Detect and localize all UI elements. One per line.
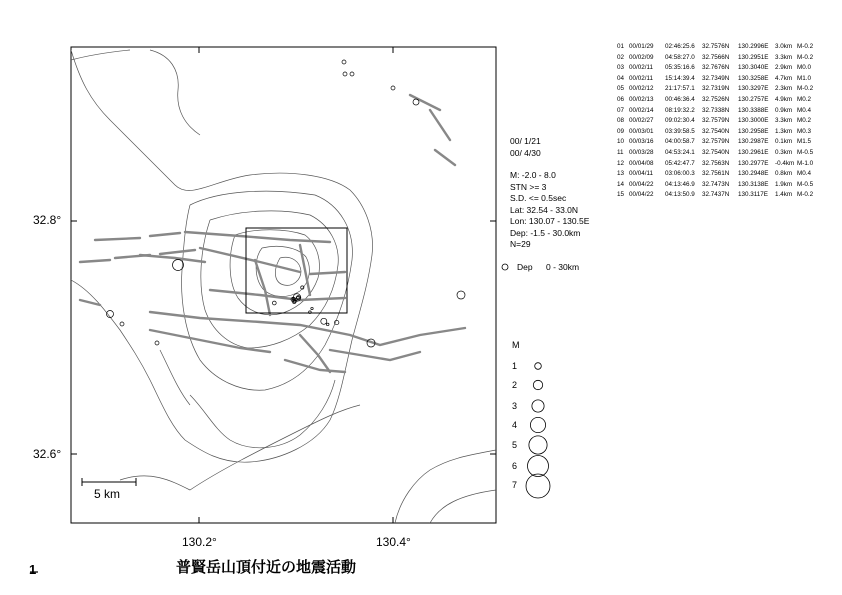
magnitude-legend-circle (535, 363, 542, 370)
earthquake-row (617, 190, 821, 201)
earthquake-lon: 130.2757E (738, 95, 769, 103)
earthquake-no: 02 (617, 53, 625, 61)
earthquake-row (617, 42, 821, 53)
earthquake-mag: M-0.2 (797, 85, 814, 93)
criteria-line: S.D. <= 0.5sec (510, 193, 567, 203)
earthquake-row (617, 180, 821, 191)
earthquake-lat: 32.7540N (702, 127, 730, 135)
earthquake-lat: 32.7473N (702, 180, 730, 188)
earthquake-lon: 130.3138E (738, 180, 769, 188)
criteria-block (510, 170, 589, 251)
earthquake-no: 03 (617, 64, 625, 72)
earthquake-row (617, 137, 821, 148)
earthquake-time: 04:53:24.1 (665, 148, 695, 156)
earthquake-date: 00/02/12 (629, 85, 654, 93)
earthquake-date: 00/02/11 (629, 64, 654, 72)
earthquake-time: 21:17:57.1 (665, 85, 695, 93)
earthquake-lon: 130.3297E (738, 85, 769, 93)
corner-mark: 1 (29, 562, 37, 577)
criteria-line: N=29 (510, 239, 531, 249)
earthquake-time: 04:13:46.9 (665, 180, 695, 188)
magnitude-legend-circle (530, 417, 545, 432)
depth-legend-label: Dep (517, 262, 533, 272)
earthquake-no: 05 (617, 85, 625, 93)
earthquake-time: 02:46:25.6 (665, 43, 695, 50)
earthquake-depth: 0.8km (775, 170, 793, 178)
earthquake-lon: 130.2987E (738, 138, 769, 146)
earthquake-lon: 130.2977E (738, 159, 769, 167)
earthquake-time: 04:00:58.7 (665, 138, 695, 146)
earthquake-row (617, 127, 821, 138)
earthquake-date: 00/02/14 (629, 106, 654, 114)
earthquake-lat: 32.7579N (702, 117, 730, 125)
earthquake-time: 15:14:39.4 (665, 74, 695, 82)
earthquake-time: 04:13:50.9 (665, 191, 695, 199)
earthquake-depth: 3.3km (775, 53, 793, 61)
earthquake-time: 08:19:32.2 (665, 106, 695, 114)
magnitude-label: 6 (512, 461, 518, 471)
earthquake-mag: M-0.2 (797, 53, 814, 61)
earthquake-lon: 130.2951E (738, 53, 769, 61)
earthquake-date: 00/04/08 (629, 159, 654, 167)
earthquake-depth: -0.4km (775, 159, 795, 167)
earthquake-row (617, 74, 821, 85)
depth-legend-range: 0 - 30km (546, 262, 580, 272)
earthquake-date: 00/04/22 (629, 191, 654, 199)
magnitude-label: 1 (512, 361, 518, 371)
earthquake-time: 09:02:30.4 (665, 117, 695, 125)
earthquake-date: 00/02/11 (629, 74, 654, 82)
earthquake-lat: 32.7561N (702, 170, 730, 178)
earthquake-mag: M0.4 (797, 106, 811, 114)
earthquake-depth: 0.3km (775, 148, 793, 156)
earthquake-mag: M1.5 (797, 138, 811, 146)
earthquake-row (617, 95, 821, 106)
earthquake-lat: 32.7319N (702, 85, 730, 93)
magnitude-legend-title: M (512, 340, 520, 350)
magnitude-legend-circle (528, 456, 549, 477)
earthquake-lat: 32.7566N (702, 53, 730, 61)
lat-label-32-8: 32.8° (33, 213, 62, 227)
earthquake-no: 13 (617, 170, 625, 178)
earthquake-date: 00/01/29 (629, 43, 654, 50)
earthquake-lat: 32.7579N (702, 138, 730, 146)
lon-label-130-4: 130.4° (376, 535, 411, 549)
earthquake-lon: 130.3117E (738, 191, 768, 199)
earthquake-lon: 130.3388E (738, 106, 769, 114)
earthquake-time: 00:46:36.4 (665, 95, 695, 103)
map-title: 普賢岳山頂付近の地震活動 (176, 558, 357, 576)
magnitude-label: 3 (512, 401, 518, 411)
earthquake-lat: 32.7526N (702, 95, 730, 103)
earthquake-lon: 130.3040E (738, 64, 769, 72)
lon-label-130-2: 130.2° (182, 535, 217, 549)
earthquake-no: 12 (617, 159, 625, 167)
earthquake-depth: 0.9km (775, 106, 793, 114)
earthquake-date: 00/04/11 (629, 170, 654, 178)
lat-label-32-6: 32.6° (33, 447, 62, 461)
criteria-line: Lat: 32.54 - 33.0N (510, 204, 579, 215)
earthquake-no: 06 (617, 95, 625, 103)
earthquake-lon: 130.3000E (738, 117, 769, 125)
earthquake-time: 05:42:47.7 (665, 159, 695, 167)
earthquake-lat: 32.7563N (702, 159, 730, 167)
earthquake-time: 04:58:27.0 (665, 53, 695, 61)
earthquake-no: 10 (617, 138, 625, 146)
magnitude-label: 2 (512, 380, 518, 390)
earthquake-lon: 130.2996E (738, 43, 769, 50)
earthquake-depth: 3.3km (775, 117, 793, 125)
earthquake-date: 00/02/27 (629, 117, 654, 125)
earthquake-date: 00/02/13 (629, 95, 654, 103)
earthquake-lat: 32.7676N (702, 64, 730, 72)
earthquake-row (617, 63, 821, 74)
earthquake-mag: M0.3 (797, 127, 811, 135)
depth-legend-symbol (502, 264, 508, 270)
magnitude-legend-circle (526, 474, 550, 498)
earthquake-depth: 0.1km (775, 138, 793, 146)
criteria-line: Lon: 130.07 - 130.5E (510, 216, 590, 226)
criteria-line: M: -2.0 - 8.0 (510, 170, 556, 180)
earthquake-lon: 130.3258E (738, 74, 769, 82)
scale-bar-label: 5 km (94, 487, 121, 501)
criteria-line: STN >= 3 (510, 181, 547, 192)
earthquake-no: 07 (617, 106, 625, 114)
earthquake-lon: 130.2958E (738, 127, 769, 135)
earthquake-row (617, 116, 821, 127)
earthquake-row (617, 159, 821, 170)
magnitude-label: 7 (512, 480, 518, 490)
earthquake-row (617, 148, 821, 159)
magnitude-legend-circle (529, 436, 547, 454)
earthquake-row (617, 84, 821, 95)
earthquake-mag: M0.2 (797, 117, 811, 125)
earthquake-time: 05:35:16.6 (665, 64, 695, 72)
earthquake-depth: 3.0km (775, 43, 793, 50)
earthquake-mag: M-0.2 (797, 191, 814, 199)
magnitude-legend-circle (532, 400, 544, 412)
earthquake-mag: M0.4 (797, 170, 811, 178)
earthquake-lat: 32.7338N (702, 106, 730, 114)
earthquake-mag: M-0.2 (797, 43, 814, 50)
earthquake-row (617, 169, 821, 180)
earthquake-mag: M-0.5 (797, 148, 814, 156)
earthquake-no: 09 (617, 127, 625, 135)
earthquake-date: 00/03/01 (629, 127, 654, 135)
earthquake-lat: 32.7349N (702, 74, 730, 82)
earthquake-no: 08 (617, 117, 625, 125)
magnitude-label: 4 (512, 420, 518, 430)
earthquake-date: 00/02/09 (629, 53, 654, 61)
criteria-line: Dep: -1.5 - 30.0km (510, 227, 581, 238)
earthquake-mag: M1.0 (797, 74, 811, 82)
earthquake-date: 00/03/28 (629, 148, 654, 156)
earthquake-lat: 32.7540N (702, 148, 730, 156)
magnitude-legend (526, 363, 550, 498)
earthquake-lon: 130.2961E (738, 148, 769, 156)
earthquake-depth: 2.9km (775, 64, 793, 72)
earthquake-lat: 32.7576N (702, 43, 730, 50)
earthquake-time: 03:39:58.5 (665, 127, 695, 135)
magnitude-legend-circle (533, 380, 542, 389)
earthquake-depth: 1.9km (775, 180, 793, 188)
earthquake-depth: 4.7km (775, 74, 793, 82)
earthquake-date: 00/04/22 (629, 180, 654, 188)
earthquake-mag: M-0.5 (797, 180, 814, 188)
earthquake-no: 14 (617, 180, 625, 188)
magnitude-label: 5 (512, 440, 518, 450)
earthquake-lon: 130.2948E (738, 170, 769, 178)
earthquake-depth: 2.3km (775, 85, 793, 93)
earthquake-time: 03:06:00.3 (665, 170, 695, 178)
period-end: 00/ 4/30 (510, 148, 541, 158)
earthquake-no: 01 (617, 43, 625, 50)
earthquake-list (617, 42, 821, 201)
earthquake-depth: 4.9km (775, 95, 793, 103)
earthquake-no: 04 (617, 74, 625, 82)
earthquake-mag: M0.2 (797, 95, 811, 103)
earthquake-no: 11 (617, 148, 624, 156)
earthquake-depth: 1.3km (775, 127, 793, 135)
earthquake-lat: 32.7437N (702, 191, 730, 199)
earthquake-no: 15 (617, 191, 625, 199)
earthquake-depth: 1.4km (775, 191, 793, 199)
earthquake-mag: M0.0 (797, 64, 811, 72)
earthquake-date: 00/03/16 (629, 138, 654, 146)
period-start: 00/ 1/21 (510, 136, 541, 146)
earthquake-row (617, 106, 821, 117)
earthquake-mag: M-1.0 (797, 159, 814, 167)
earthquake-row (617, 53, 821, 64)
